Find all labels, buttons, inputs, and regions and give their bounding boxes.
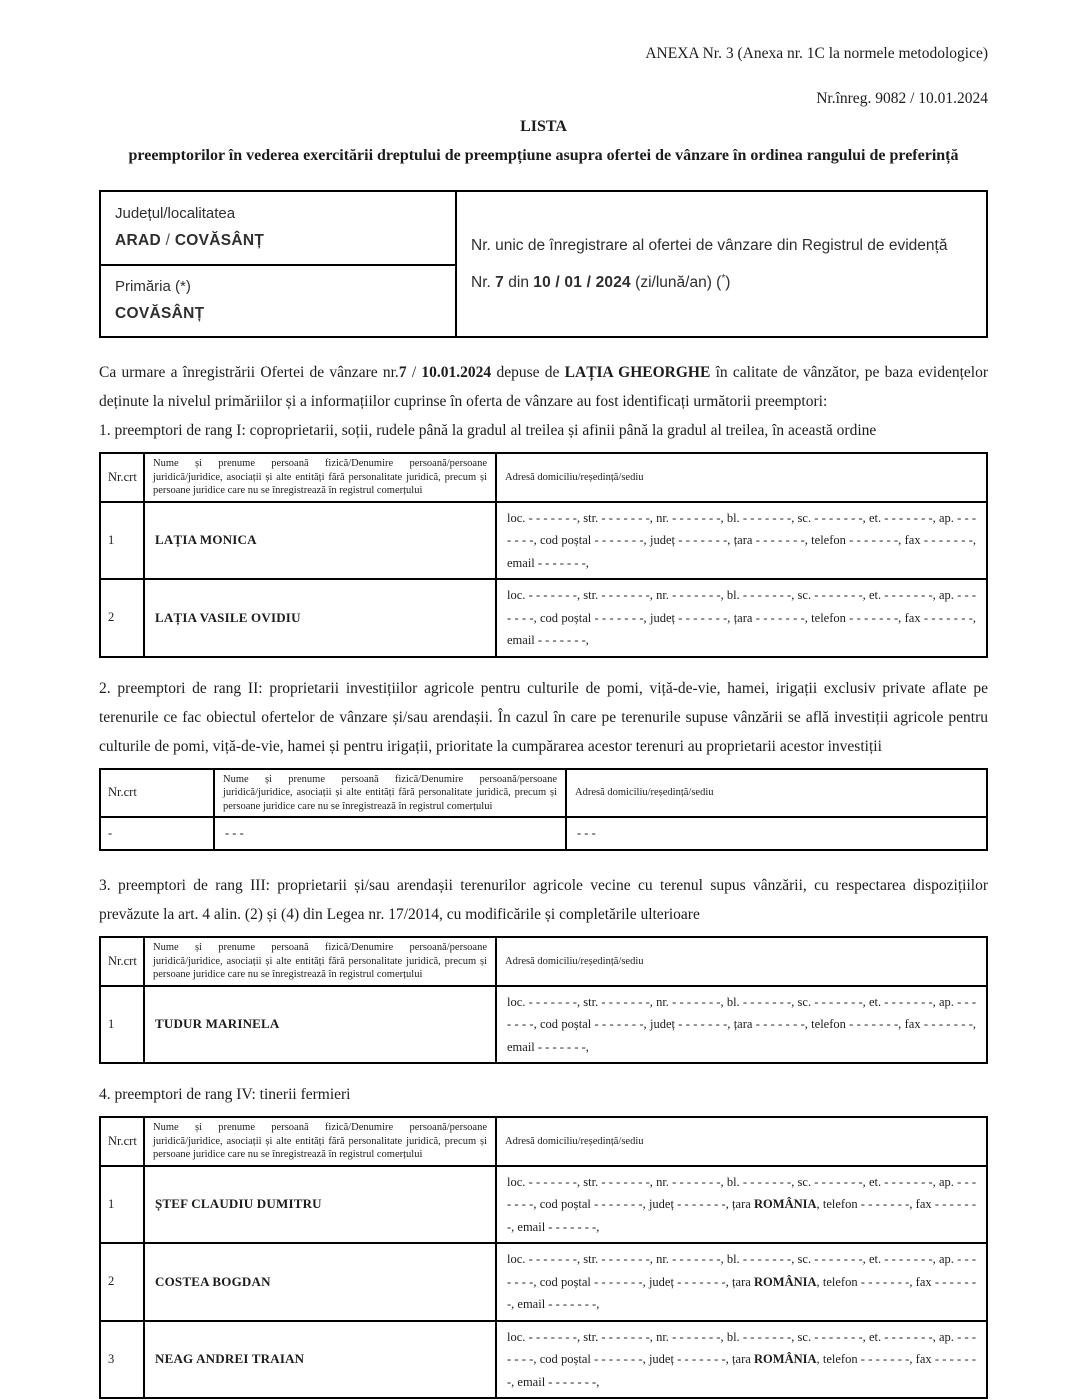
- rank3-table: [99, 936, 988, 1064]
- rank1-header-nr: Nr.crt: [100, 453, 144, 502]
- rank2-header-name: Nume și prenume persoană fizică/Denumire persoană/persoane juridică/juridice, asociații și alte entități fără personalitate juridică, precum și persoane juridice care nu se înregistrează în registrul comerțului: [214, 769, 566, 818]
- document-title: LISTA: [520, 118, 567, 135]
- preemptor-name: LAȚIA VASILE OVIDIU: [144, 579, 496, 657]
- table-row: [100, 579, 987, 657]
- registry-nr-value: 7: [495, 274, 504, 291]
- intro-text-4: în calitate de vânzător, pe baza evidențelor deținute la nivelul primăriilor și a informațiilor cuprinse în oferta de vânzare au fost identificați următorii preemptori:: [99, 364, 988, 410]
- rank1-header-name: Nume și prenume persoană fizică/Denumire persoană/persoane juridică/juridice, asociații și alte entități fără personalitate juridică, precum și persoane juridice care nu se înregistrează în registrul comerțului: [144, 453, 496, 502]
- rank2-header-nr: Nr.crt: [100, 769, 214, 818]
- cityhall-label: Primăria (*): [115, 278, 191, 295]
- county-label: Județul/localitatea: [115, 205, 236, 222]
- preemptor-address: loc. - - - - - - -, str. - - - - - - -, nr. - - - - - - -, bl. - - - - - - -, sc. - - - - - - -, et. - - - - - - -, ap. - - - - - - -, cod poștal - - - - - - -, județ - - - - - - -, țara - - - - - - -, telefon - - - - - - -, fax - - - - - - -, email - - - - - - -,: [496, 502, 987, 580]
- address-pre: loc. - - - - - - -, str. - - - - - - -, nr. - - - - - - -, bl. - - - - - - -, sc. - - - - - - -, et. - - - - - - -, ap. - - - - - - -, cod poștal - - - - - - -, județ - - - - - - -, țara: [507, 1174, 976, 1211]
- preemptor-address: loc. - - - - - - -, str. - - - - - - -, nr. - - - - - - -, bl. - - - - - - -, sc. - - - - - - -, et. - - - - - - -, ap. - - - - - - -, cod poștal - - - - - - -, județ - - - - - - -, țara - - - - - - -, telefon - - - - - - -, fax - - - - - - -, email - - - - - - -,: [496, 986, 987, 1064]
- anexa-line: ANEXA Nr. 3 (Anexa nr. 1C la normele metodologice): [645, 45, 988, 62]
- rank4-header-address: Adresă domiciliu/reședință/sediu: [496, 1117, 987, 1166]
- registry-unique-number-label: Nr. unic de înregistrare al ofertei de vânzare din Registrul de evidență: [471, 237, 948, 254]
- rank2-header-address: Adresă domiciliu/reședință/sediu: [566, 769, 987, 818]
- registry-nr-format: (zi/lună/an) (: [630, 274, 722, 291]
- seller-name: LAȚIA GHEORGHE: [564, 364, 711, 381]
- registration-number-line: Nr.înreg. 9082 / 10.01.2024: [816, 90, 988, 107]
- offer-number: 7: [398, 364, 407, 381]
- address-pre: loc. - - - - - - -, str. - - - - - - -, nr. - - - - - - -, bl. - - - - - - -, sc. - - - - - - -, et. - - - - - - -, ap. - - - - - - -, cod poștal - - - - - - -, județ - - - - - - -, țara: [507, 1252, 976, 1289]
- table-row: [100, 1243, 987, 1321]
- rank1-header-address: Adresă domiciliu/reședință/sediu: [496, 453, 987, 502]
- row-number: 1: [100, 1166, 144, 1244]
- address-pre: loc. - - - - - - -, str. - - - - - - -, nr. - - - - - - -, bl. - - - - - - -, sc. - - - - - - -, et. - - - - - - -, ap. - - - - - - -, cod poștal - - - - - - -, județ - - - - - - -, țara: [507, 1329, 976, 1366]
- county-separator: /: [160, 232, 175, 249]
- address-post: , telefon - - - - - - -, fax - - - - - - -, email - - - - - - -,: [507, 1352, 977, 1389]
- offer-date: 10.01.2024: [421, 364, 492, 381]
- registry-nr-close: ): [725, 274, 731, 291]
- rank4-header-row: [100, 1117, 987, 1166]
- table-row: [100, 817, 987, 850]
- row-number: 3: [100, 1321, 144, 1399]
- preemptor-name: TUDUR MARINELA: [144, 986, 496, 1064]
- preemptor-address: [496, 1243, 987, 1321]
- cityhall-name: COVĂSÂNȚ: [115, 305, 205, 322]
- registry-nr-prefix: Nr.: [471, 274, 496, 291]
- table-row: [100, 986, 987, 1064]
- cityhall-value: [115, 302, 439, 326]
- address-country: ROMÂNIA: [754, 1274, 817, 1289]
- row-number: 1: [100, 986, 144, 1064]
- rank3-header-nr: Nr.crt: [100, 937, 144, 986]
- intro-text-3: depuse de: [491, 364, 565, 381]
- footnote-star: *: [721, 272, 726, 284]
- table-row: [100, 1321, 987, 1399]
- preemptor-name: - - -: [214, 817, 566, 850]
- rank4-header-name: Nume și prenume persoană fizică/Denumire persoană/persoane juridică/juridice, asociații și alte entități fără personalitate juridică, precum și persoane juridice care nu se înregistrează în registrul comerțului: [144, 1117, 496, 1166]
- preemptor-address: - - -: [566, 817, 987, 850]
- document-subtitle: preemptorilor în vederea exercitării dreptului de preempțiune asupra ofertei de vânzare în ordinea rangului de preferință: [128, 147, 959, 164]
- registry-cell: [456, 191, 987, 337]
- table-row: [100, 502, 987, 580]
- row-number: 1: [100, 502, 144, 580]
- rank2-heading: 2. preemptori de rang II: proprietarii investițiilor agricole pentru culturile de pomi, viță-de-vie, hamei, irigații exclusiv private aflate pe terenurile ce fac obiectul ofertelor de vânzare și/sau arendașii. În cazul în care pe terenurile supuse vânzării se află investiții agricole pentru culturile de pomi, viță-de-vie, hamei și pentru irigații, prioritate la cumpărarea acestor terenuri au proprietarii acestor investiții: [99, 679, 988, 755]
- registry-number-line: [471, 264, 970, 301]
- preemptor-address: loc. - - - - - - -, str. - - - - - - -, nr. - - - - - - -, bl. - - - - - - -, sc. - - - - - - -, et. - - - - - - -, ap. - - - - - - -, cod poștal - - - - - - -, județ - - - - - - -, țara - - - - - - -, telefon - - - - - - -, fax - - - - - - -, email - - - - - - -,: [496, 579, 987, 657]
- registry-nr-din: din: [503, 274, 534, 291]
- preemptor-name: ȘTEF CLAUDIU DUMITRU: [144, 1166, 496, 1244]
- locality-name: COVĂSÂNȚ: [174, 232, 265, 249]
- preemptor-address: [496, 1166, 987, 1244]
- row-number: 2: [100, 579, 144, 657]
- rank3-header-name: Nume și prenume persoană fizică/Denumire persoană/persoane juridică/juridice, asociații și alte entități fără personalitate juridică, precum și persoane juridice care nu se înregistrează în registrul comerțului: [144, 937, 496, 986]
- cityhall-cell: [100, 265, 456, 337]
- address-post: , telefon - - - - - - -, fax - - - - - - -, email - - - - - - -,: [507, 1197, 977, 1234]
- preemptor-name: NEAG ANDREI TRAIAN: [144, 1321, 496, 1399]
- intro-paragraph: [99, 358, 988, 416]
- county-cell: [100, 191, 456, 265]
- rank3-header-address: Adresă domiciliu/reședință/sediu: [496, 937, 987, 986]
- rank1-table: [99, 452, 988, 658]
- county-value: [115, 229, 439, 253]
- address-country: ROMÂNIA: [754, 1352, 817, 1366]
- preemptor-name: COSTEA BOGDAN: [144, 1243, 496, 1321]
- row-number: 2: [100, 1243, 144, 1321]
- rank1-heading: 1. preemptori de rang I: coproprietarii, soții, rudele până la gradul al treilea și afinii până la gradul al treilea, în această ordine: [99, 422, 877, 439]
- rank4-header-nr: Nr.crt: [100, 1117, 144, 1166]
- preemptor-address: [496, 1321, 987, 1399]
- info-table: [99, 190, 988, 338]
- row-number: -: [100, 817, 214, 850]
- intro-text-1: Ca urmare a înregistrării Ofertei de vânzare nr.: [99, 364, 399, 381]
- rank2-table: [99, 768, 988, 852]
- address-post: , telefon - - - - - - -, fax - - - - - - -, email - - - - - - -,: [507, 1274, 977, 1311]
- intro-text-2: /: [406, 364, 422, 381]
- rank3-heading: 3. preemptori de rang III: proprietarii și/sau arendașii terenurilor agricole vecine cu terenul supus vânzării, cu respectarea dispozițiilor prevăzute la art. 4 alin. (2) și (4) din Legea nr. 17/2014, cu modificările și completările ulterioare: [99, 877, 988, 923]
- preemptor-name: LAȚIA MONICA: [144, 502, 496, 580]
- address-country: ROMÂNIA: [754, 1197, 817, 1211]
- rank3-header-row: [100, 937, 987, 986]
- rank2-header-row: [100, 769, 987, 818]
- registry-nr-date: 10 / 01 / 2024: [533, 274, 631, 291]
- rank1-header-row: [100, 453, 987, 502]
- rank4-heading: 4. preemptori de rang IV: tinerii fermieri: [99, 1086, 351, 1103]
- table-row: [100, 1166, 987, 1244]
- county-name: ARAD: [115, 232, 161, 249]
- rank4-table: [99, 1116, 988, 1399]
